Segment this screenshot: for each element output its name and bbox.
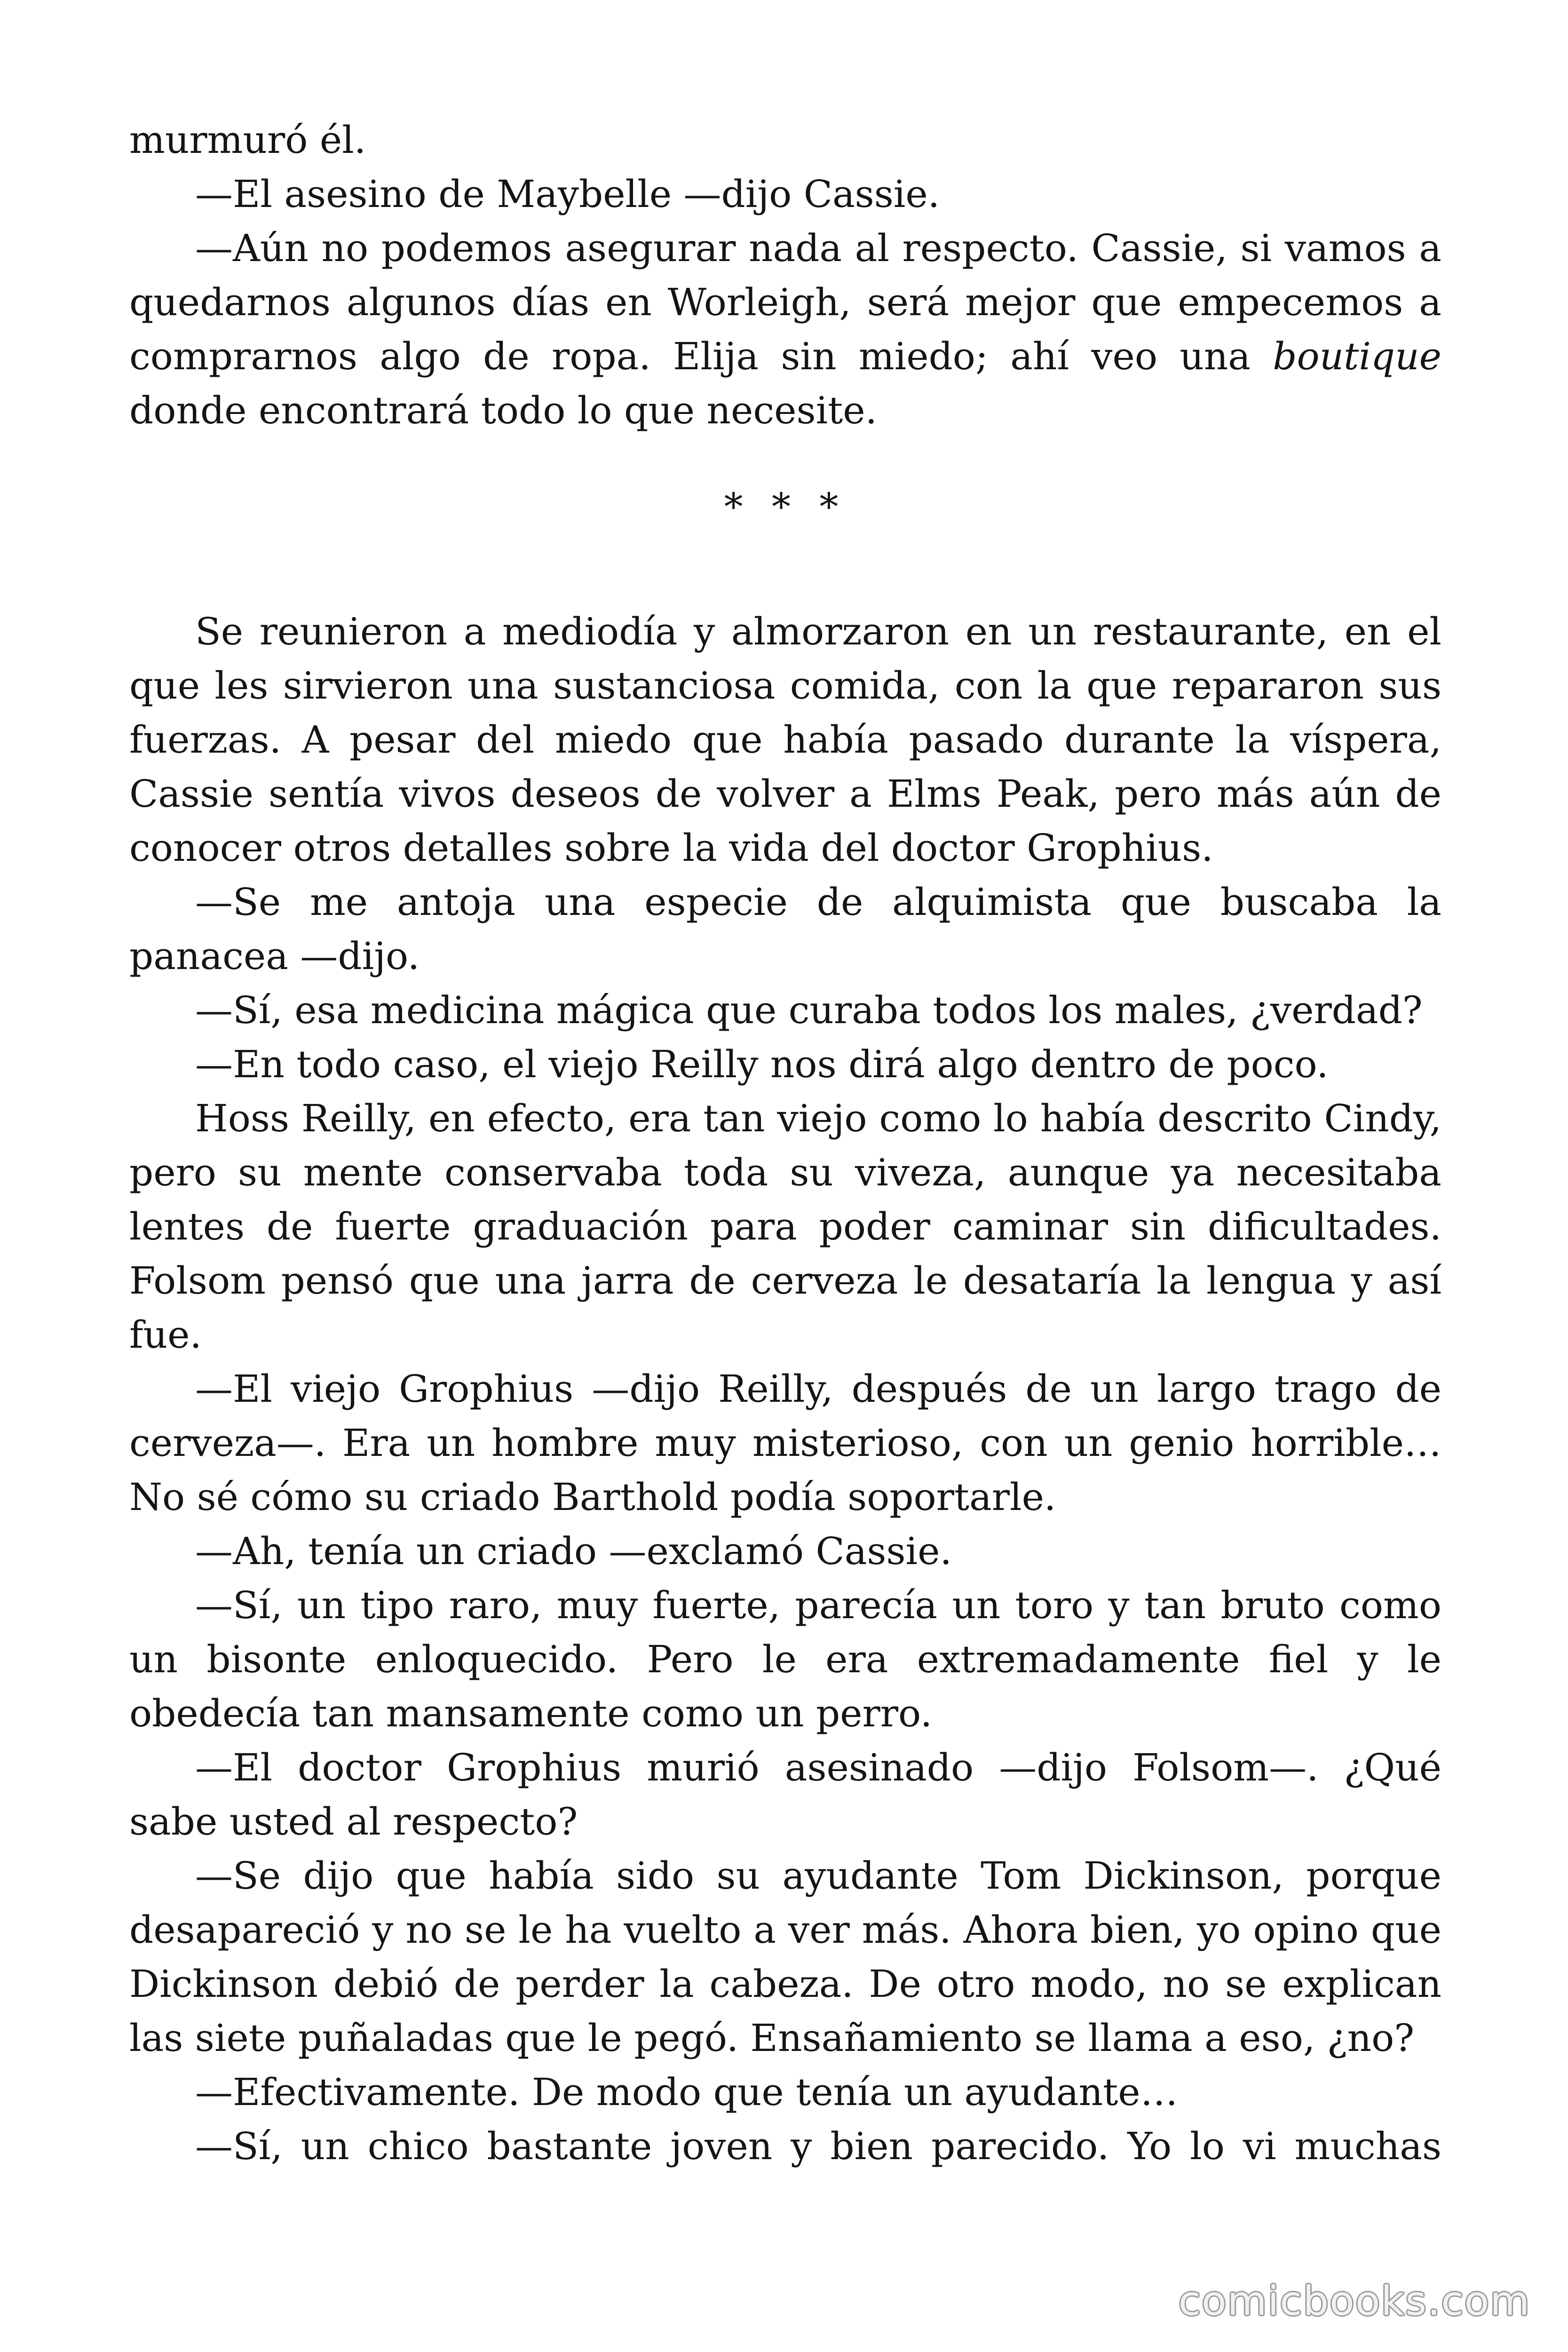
paragraph-2: —El asesino de Maybelle —dijo Cassie.: [195, 172, 940, 216]
paragraph: Se reunieron a mediodía y almorzaron en un restaurante, en el que les sirvieron una sustanciosa comida, con la que repararon sus fuerzas. A pesar del miedo que había pasado durante la víspera, Cassie sentía vivos deseos de volver a Elms Peak, pero más aún de conocer otros detalles sobre la vida del doctor Grophius.: [129, 610, 1441, 870]
paragraph: Hoss Reilly, en efecto, era tan viejo como lo había descrito Cindy, pero su mente conservaba toda su viveza, aunque ya necesitaba lentes de fuerte graduación para poder caminar sin dificultades. Folsom pensó que una jarra de cerveza le desataría la lengua y así fue.: [129, 1097, 1441, 1357]
paragraph: —Se dijo que había sido su ayudante Tom Dickinson, porque desapareció y no se le ha vuelto a ver más. Ahora bien, yo opino que Dickinson debió de perder la cabeza. De otro modo, no se explican las siete puñaladas que le pegó. Ensañamiento se llama a eso, ¿no?: [129, 1854, 1441, 2060]
paragraph: —Se me antoja una especie de alquimista que buscaba la panacea —dijo.: [129, 880, 1441, 978]
section-break: * * *: [724, 485, 847, 529]
paragraph: —Efectivamente. De modo que tenía un ayudante…: [195, 2070, 1178, 2114]
paragraph: —El viejo Grophius —dijo Reilly, después de un largo trago de cerveza—. Era un hombre muy misterioso, con un genio horrible… No sé cómo su criado Barthold podía soportarle.: [129, 1367, 1441, 1519]
paragraph-3-text-start: —Aún no podemos asegurar nada al respecto. Cassie, si vamos a quedarnos algunos días en Worleigh, será mejor que empecemos a comprarnos algo de ropa. Elija sin miedo; ahí veo una: [129, 226, 1441, 378]
paragraphs-after-break: [129, 604, 1441, 2173]
paragraph: —Sí, un tipo raro, muy fuerte, parecía un toro y tan bruto como un bisonte enloquecido. Pero le era extremadamente fiel y le obedecía tan mansamente como un perro.: [129, 1583, 1441, 1735]
paragraph: —Ah, tenía un criado —exclamó Cassie.: [195, 1529, 952, 1573]
paragraph-1: murmuró él.: [129, 118, 366, 162]
paragraph-3-emphasis: boutique: [1273, 334, 1441, 378]
paragraph: —Sí, esa medicina mágica que curaba todos los males, ¿verdad?: [195, 988, 1423, 1032]
paragraph: —El doctor Grophius murió asesinado —dijo Folsom—. ¿Qué sabe usted al respecto?: [129, 1746, 1441, 1843]
paragraph-last: —Sí, un chico bastante joven y bien parecido. Yo lo vi muchas: [195, 2124, 1441, 2168]
page-body: [129, 113, 1441, 2173]
paragraph: —En todo caso, el viejo Reilly nos dirá algo dentro de poco.: [195, 1042, 1329, 1086]
watermark-logo: comicbooks.com: [1178, 2278, 1530, 2325]
paragraph-3-text-end: donde encontrará todo lo que necesite.: [129, 389, 878, 432]
paragraph-3: [129, 221, 1441, 437]
